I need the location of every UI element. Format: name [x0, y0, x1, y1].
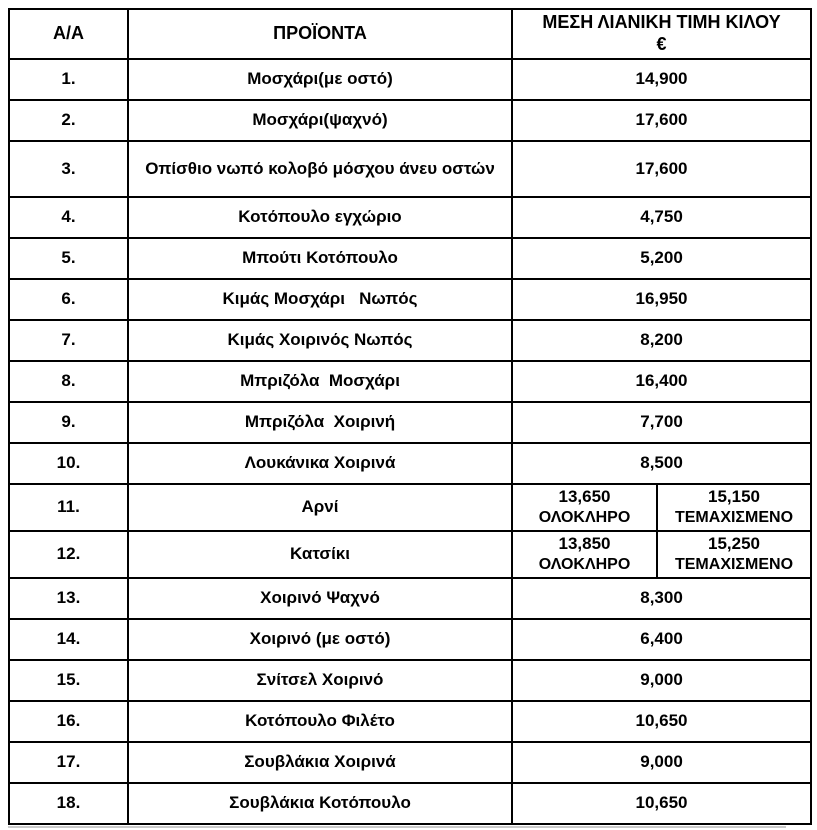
- table-row: [9, 484, 811, 531]
- price-value: 8,300: [512, 578, 811, 619]
- price-whole-value: 13,850: [558, 534, 611, 554]
- price-cut-label: ΤΕΜΑΧΙΣΜΕΝΟ: [674, 509, 794, 527]
- table-row: [9, 402, 811, 443]
- table-row: [9, 443, 811, 484]
- price-value: 7,700: [512, 402, 811, 443]
- price-value: 6,400: [512, 619, 811, 660]
- row-number: 15.: [9, 660, 128, 701]
- header-row: [9, 9, 811, 59]
- product-name: Μπριζόλα Μοσχάρι: [128, 361, 512, 402]
- table-row: [9, 783, 811, 824]
- product-name: Οπίσθιο νωπό κολοβό μόσχου άνευ οστών: [128, 141, 512, 197]
- product-name: Κοτόπουλο Φιλέτο: [128, 701, 512, 742]
- product-name: Κιμάς Χοιρινός Νωπός: [128, 320, 512, 361]
- table-row: [9, 100, 811, 141]
- row-number: 1.: [9, 59, 128, 100]
- product-name: Μπριζόλα Χοιρινή: [128, 402, 512, 443]
- table-row: [9, 578, 811, 619]
- price-cut-value: 15,250: [708, 534, 760, 554]
- product-name: Κατσίκι: [128, 531, 512, 578]
- header-cell-products: ΠΡΟΪΟΝΤΑ: [128, 9, 512, 59]
- price-value: 17,600: [512, 141, 811, 197]
- price-value: 14,900: [512, 59, 811, 100]
- table-row: [9, 619, 811, 660]
- price-whole-label: ΟΛΟΚΛΗΡΟ: [538, 509, 631, 527]
- product-name: Σουβλάκια Κοτόπουλο: [128, 783, 512, 824]
- product-name: Κοτόπουλο εγχώριο: [128, 197, 512, 238]
- price-whole-cell: [512, 531, 657, 578]
- price-value: 16,950: [512, 279, 811, 320]
- price-value: 8,500: [512, 443, 811, 484]
- row-number: 14.: [9, 619, 128, 660]
- product-name: Χοιρινό (με οστό): [128, 619, 512, 660]
- product-name: Κιμάς Μοσχάρι Νωπός: [128, 279, 512, 320]
- row-number: 4.: [9, 197, 128, 238]
- price-value: 17,600: [512, 100, 811, 141]
- row-number: 11.: [9, 484, 128, 531]
- row-number: 2.: [9, 100, 128, 141]
- price-value: 8,200: [512, 320, 811, 361]
- row-number: 7.: [9, 320, 128, 361]
- row-number: 12.: [9, 531, 128, 578]
- table-row: [9, 742, 811, 783]
- product-name: Σουβλάκια Χοιρινά: [128, 742, 512, 783]
- product-name: Σνίτσελ Χοιρινό: [128, 660, 512, 701]
- price-cut-cell: [657, 531, 811, 578]
- row-number: 13.: [9, 578, 128, 619]
- product-name: Μοσχάρι(ψαχνό): [128, 100, 512, 141]
- header-cell-price: [512, 9, 811, 59]
- price-whole-label: ΟΛΟΚΛΗΡΟ: [538, 556, 631, 574]
- table-row: [9, 59, 811, 100]
- price-value: 9,000: [512, 660, 811, 701]
- row-number: 5.: [9, 238, 128, 279]
- price-value: 9,000: [512, 742, 811, 783]
- row-number: 17.: [9, 742, 128, 783]
- row-number: 16.: [9, 701, 128, 742]
- product-name: Χοιρινό Ψαχνό: [128, 578, 512, 619]
- table-row: [9, 660, 811, 701]
- next-page-row-cutoff-line: [8, 826, 786, 828]
- product-name: Λουκάνικα Χοιρινά: [128, 443, 512, 484]
- table-row: [9, 701, 811, 742]
- row-number: 9.: [9, 402, 128, 443]
- price-whole-value: 13,650: [558, 487, 611, 507]
- product-name: Μπούτι Κοτόπουλο: [128, 238, 512, 279]
- price-value: 10,650: [512, 701, 811, 742]
- row-number: 18.: [9, 783, 128, 824]
- row-number: 10.: [9, 443, 128, 484]
- price-value: 10,650: [512, 783, 811, 824]
- price-value: 5,200: [512, 238, 811, 279]
- row-number: 3.: [9, 141, 128, 197]
- price-cut-label: ΤΕΜΑΧΙΣΜΕΝΟ: [674, 556, 794, 574]
- product-name: Αρνί: [128, 484, 512, 531]
- table-row: [9, 531, 811, 578]
- table-row: [9, 141, 811, 197]
- price-whole-cell: [512, 484, 657, 531]
- header-price-euro: €: [656, 33, 667, 54]
- price-cut-cell: [657, 484, 811, 531]
- table-row: [9, 238, 811, 279]
- product-name: Μοσχάρι(με οστό): [128, 59, 512, 100]
- price-value: 16,400: [512, 361, 811, 402]
- header-cell-index: Α/Α: [9, 9, 128, 59]
- table-row: [9, 197, 811, 238]
- row-number: 6.: [9, 279, 128, 320]
- table-row: [9, 361, 811, 402]
- price-cut-value: 15,150: [708, 487, 760, 507]
- price-value: 4,750: [512, 197, 811, 238]
- table-row: [9, 279, 811, 320]
- row-number: 8.: [9, 361, 128, 402]
- price-table: [8, 8, 812, 825]
- header-price-line1: ΜΕΣΗ ΛΙΑΝΙΚΗ ΤΙΜΗ ΚΙΛΟΥ: [542, 12, 781, 32]
- table-row: [9, 320, 811, 361]
